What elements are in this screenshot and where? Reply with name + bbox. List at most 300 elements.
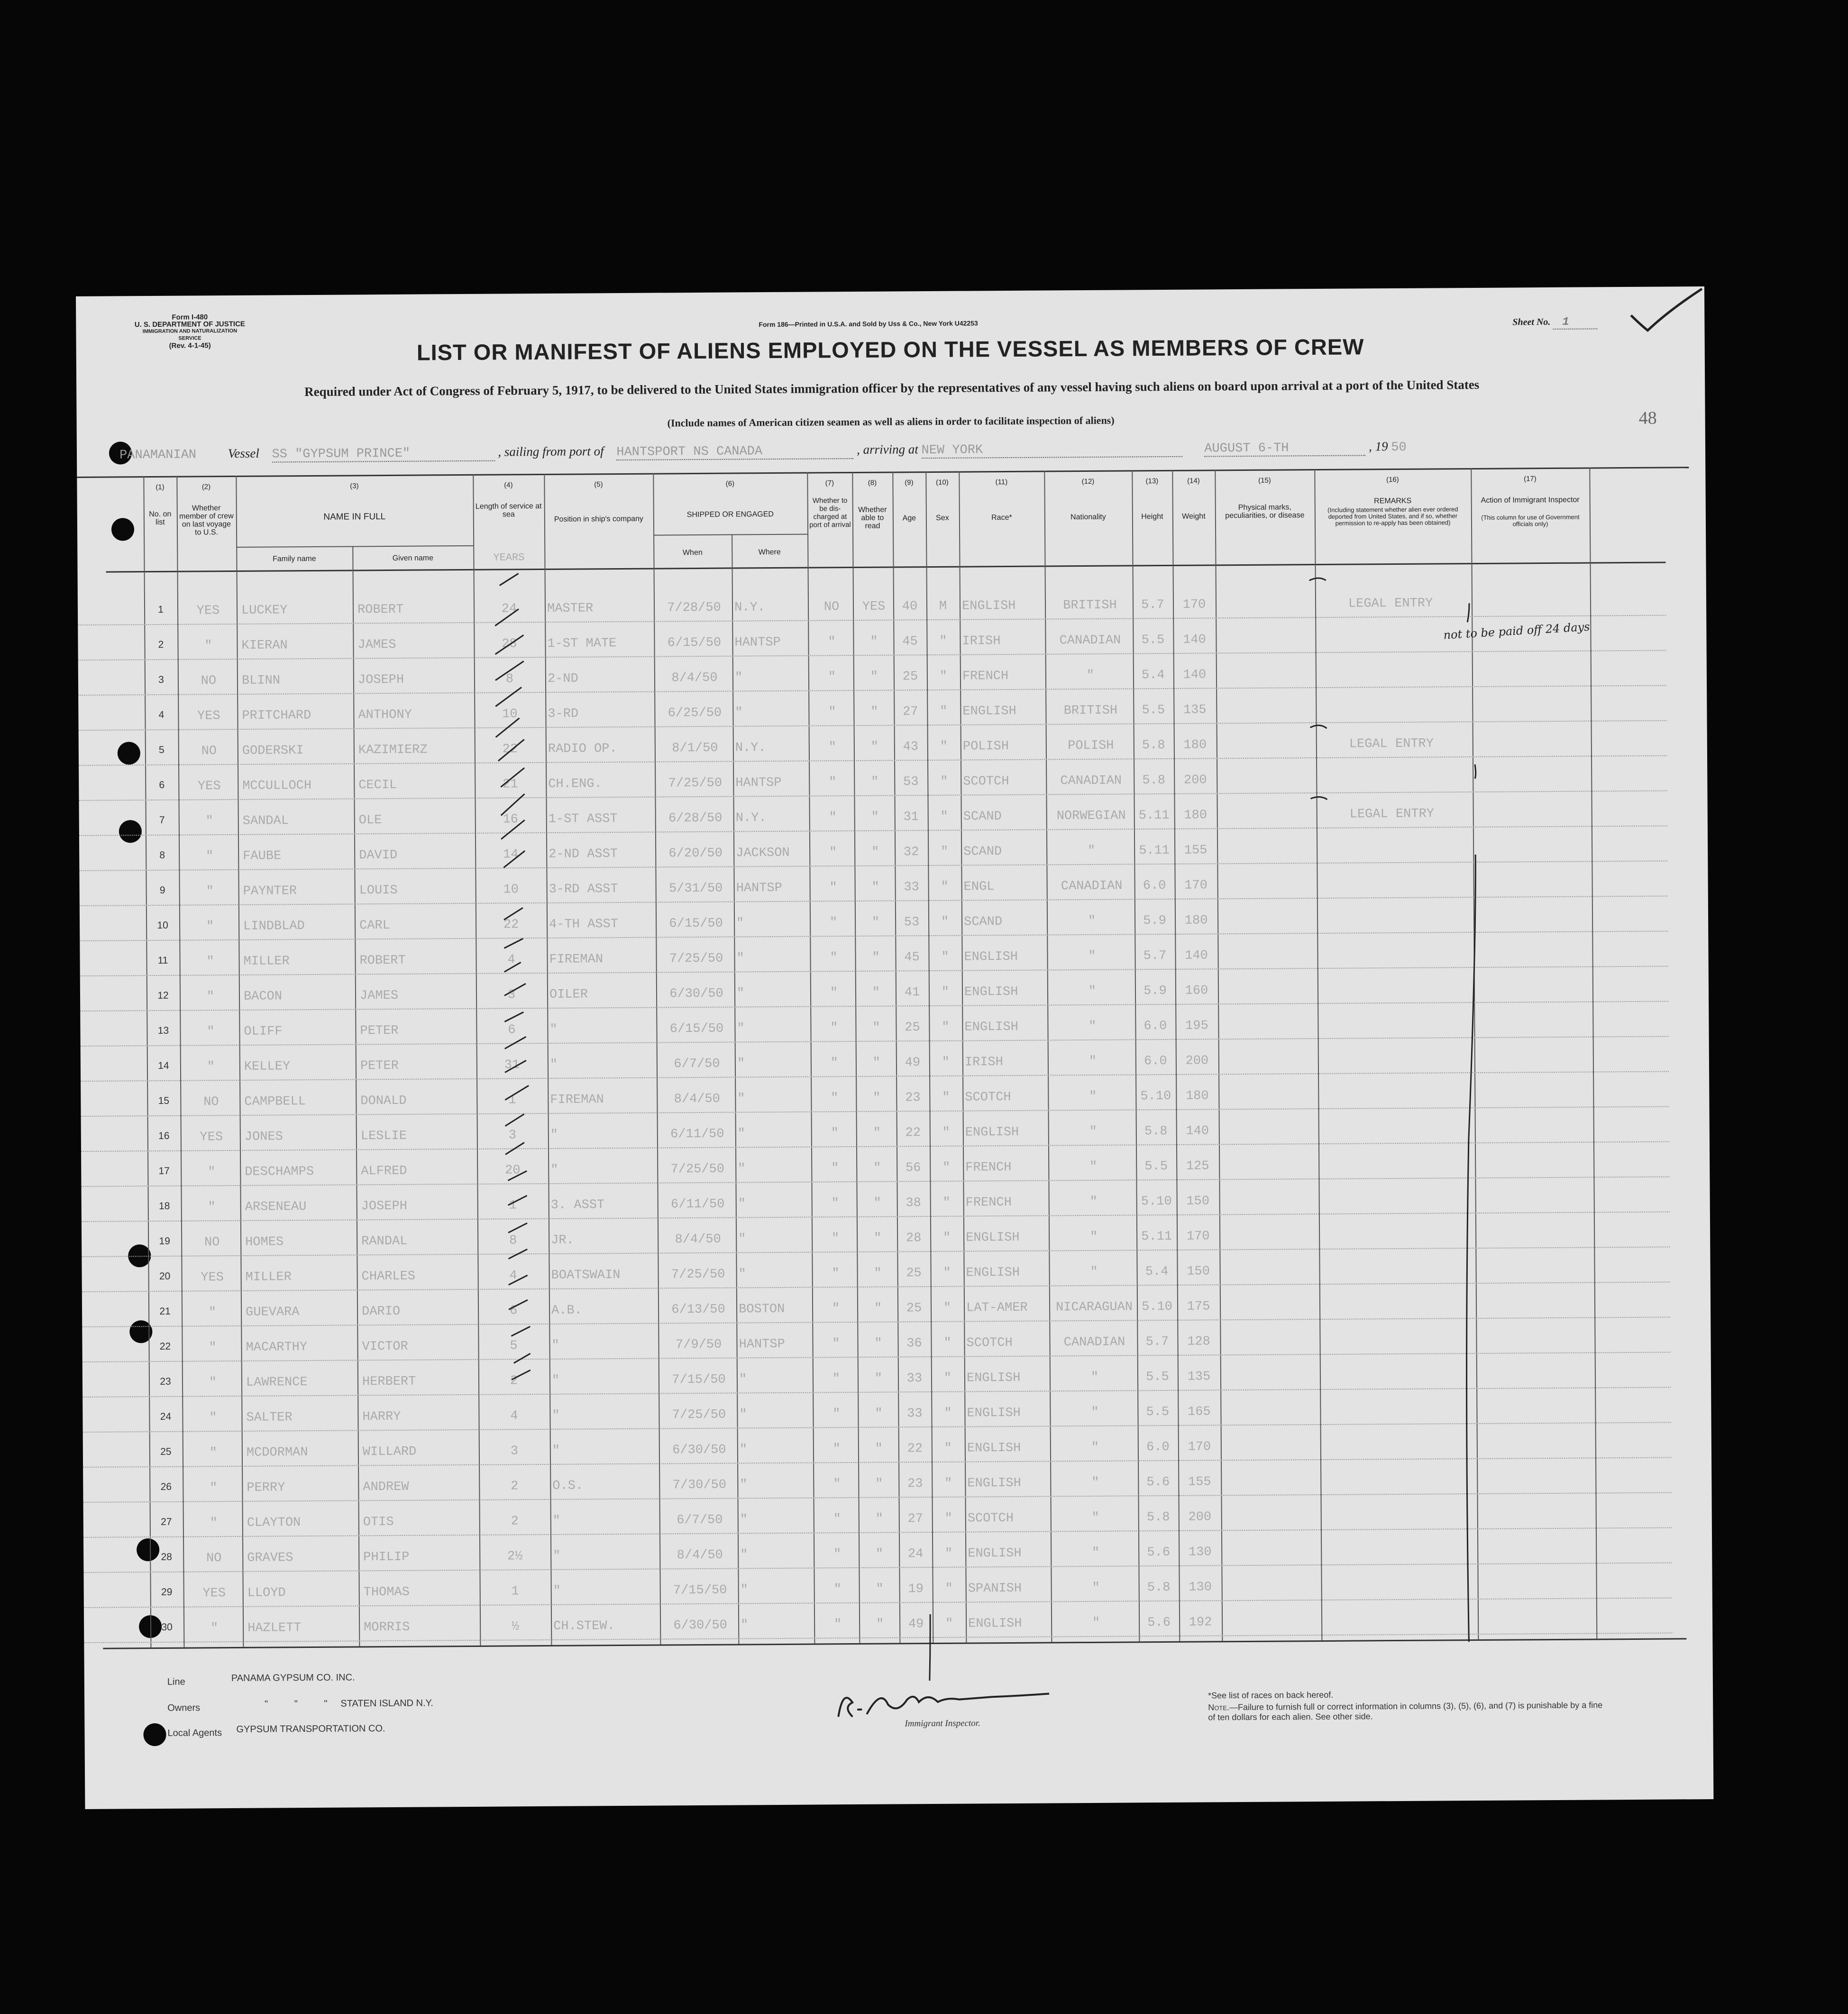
cell-given: ANTHONY xyxy=(358,708,412,723)
cell-nationality: " xyxy=(1088,984,1097,999)
cell-read: " xyxy=(871,915,880,930)
cell-when: 6/11/50 xyxy=(670,1197,725,1212)
arrival-date: AUGUST 6-TH xyxy=(1204,441,1365,457)
cell-position: 3-RD xyxy=(548,707,579,721)
cell-where: " xyxy=(738,1232,746,1247)
cell-when: 6/7/50 xyxy=(677,1513,723,1528)
cell-when: 8/4/50 xyxy=(675,1232,721,1247)
col-nationality: Nationality xyxy=(1070,513,1106,522)
column-numbers: (1) (2) (3) (4) (5) (6) (7) (8) (9) (10) (11) (12) (13) (14) (15) (16) (17) xyxy=(156,475,1537,491)
cell-nationality: " xyxy=(1091,1405,1099,1420)
cell-sex: " xyxy=(944,1511,952,1526)
footer-line-value: PANAMA GYPSUM CO. INC. xyxy=(231,1672,355,1684)
cell-age: 45 xyxy=(904,950,920,965)
cell-race: IRISH xyxy=(962,634,1001,649)
cell-race: LAT-AMER xyxy=(966,1300,1028,1315)
cell-prev: NO xyxy=(204,1235,220,1250)
cell-height: 5.5 xyxy=(1146,1405,1170,1420)
cell-read: " xyxy=(870,635,878,649)
cell-weight: 165 xyxy=(1188,1405,1211,1419)
cell-position: 1-ST ASST xyxy=(548,812,618,827)
cell-height: 5.8 xyxy=(1144,1124,1168,1139)
cell-prev: " xyxy=(206,990,215,1004)
cell-no: 5 xyxy=(158,744,165,755)
cell-read: " xyxy=(873,1231,882,1246)
cell-nationality: CANADIAN xyxy=(1063,1335,1125,1350)
cell-age: 40 xyxy=(902,599,918,614)
cell-discharged: " xyxy=(829,810,837,825)
cell-height: 5.10 xyxy=(1140,1089,1171,1104)
cell-weight: 140 xyxy=(1185,948,1208,963)
cell-years: 6 xyxy=(509,1304,518,1318)
cell-years: 21 xyxy=(503,777,518,792)
cell-where: BOSTON xyxy=(738,1302,785,1317)
cell-given: WILLARD xyxy=(362,1444,417,1460)
cell-nationality: BRITISH xyxy=(1063,703,1118,718)
note-block xyxy=(1208,1700,1611,1722)
cell-read: " xyxy=(876,1617,884,1632)
cell-no: 23 xyxy=(160,1376,171,1387)
col-where: Where xyxy=(758,548,781,557)
footer-agents-label: Local Agents xyxy=(167,1728,222,1738)
cell-prev: YES xyxy=(196,604,220,618)
cell-discharged: " xyxy=(830,1056,839,1071)
cell-family: HOMES xyxy=(245,1235,284,1250)
cell-age: 32 xyxy=(903,845,919,860)
cell-weight: 180 xyxy=(1183,738,1207,753)
cell-nationality: " xyxy=(1088,949,1096,964)
cell-sex: M xyxy=(939,599,947,614)
cell-no: 27 xyxy=(161,1516,172,1527)
cell-no: 26 xyxy=(160,1481,172,1492)
form-id: Form I-480 xyxy=(172,313,208,322)
cell-family: MCDORMAN xyxy=(246,1445,308,1460)
cell-years: 4 xyxy=(510,1409,518,1424)
cell-race: ENGLISH xyxy=(966,1265,1020,1280)
handwritten-ticks xyxy=(76,286,1713,1809)
col-given-name: Given name xyxy=(392,554,434,562)
cell-given: HERBERT xyxy=(362,1374,416,1389)
races-note: *See list of races on back hereof. xyxy=(1208,1690,1334,1701)
cell-years: 2 xyxy=(510,1374,518,1389)
cell-years: 22 xyxy=(502,742,518,757)
cell-read: " xyxy=(873,1196,881,1211)
cell-weight: 150 xyxy=(1187,1264,1210,1279)
cell-where: " xyxy=(740,1548,748,1563)
cell-sex: " xyxy=(942,1020,950,1035)
cell-position: " xyxy=(549,1058,558,1072)
cell-when: 7/25/50 xyxy=(668,776,723,791)
cell-where: " xyxy=(737,1057,745,1071)
form-title: LIST OR MANIFEST OF ALIENS EMPLOYED ON THE VESSEL AS MEMBERS OF CREW xyxy=(416,334,1364,365)
cell-read: " xyxy=(871,775,879,790)
sailing-label: , sailing from port of xyxy=(498,444,604,459)
col-weight: Weight xyxy=(1182,512,1206,521)
cell-race: ENGLISH xyxy=(964,1020,1018,1035)
cell-when: 6/7/50 xyxy=(674,1057,720,1072)
col-age: Age xyxy=(902,514,916,523)
cell-where: " xyxy=(740,1583,748,1598)
from-port: HANTSPORT NS CANADA xyxy=(616,444,853,460)
cell-read: " xyxy=(875,1477,883,1491)
cell-height: 5.8 xyxy=(1142,773,1166,788)
cell-weight: 160 xyxy=(1185,984,1208,998)
cell-family: JONES xyxy=(244,1130,283,1144)
cell-sex: " xyxy=(940,704,948,719)
col-position: Position in ship's company xyxy=(554,515,643,524)
cell-sex: " xyxy=(944,1406,952,1421)
cell-discharged: " xyxy=(830,1021,838,1036)
cell-height: 5.10 xyxy=(1141,1194,1172,1209)
cell-when: 7/25/50 xyxy=(672,1407,726,1423)
form-subtitle: Required under Act of Congress of February 5, 1917, to be delivered to the United States immigration officer by the representatives of any vessel having such aliens on board upon arrival at a port of the United States xyxy=(304,377,1480,399)
cell-prev: NO xyxy=(201,744,217,759)
cell-given: DAVID xyxy=(359,848,398,863)
cell-when: 6/15/50 xyxy=(667,635,722,651)
col-years: YEARS xyxy=(493,552,525,564)
cell-discharged: " xyxy=(833,1477,841,1492)
cell-prev: " xyxy=(205,814,213,829)
cell-where: " xyxy=(734,671,743,685)
cell-years: 20 xyxy=(504,1163,521,1178)
cell-read: " xyxy=(872,985,880,1000)
cell-where: " xyxy=(741,1618,749,1633)
cell-age: 22 xyxy=(905,1126,921,1140)
vessel-label: Vessel xyxy=(228,446,259,461)
cell-where: HANTSP xyxy=(734,635,781,650)
cell-age: 25 xyxy=(906,1301,922,1316)
cell-prev: " xyxy=(209,1341,217,1355)
cell-given: JOSEPH xyxy=(361,1199,408,1214)
cell-race: FRENCH xyxy=(965,1160,1012,1175)
cell-height: 6.0 xyxy=(1146,1440,1170,1455)
cell-where: " xyxy=(740,1513,748,1527)
cell-age: 23 xyxy=(907,1477,923,1491)
cell-sex: " xyxy=(940,739,948,754)
cell-when: 6/11/50 xyxy=(670,1127,724,1142)
cell-height: 5.9 xyxy=(1143,913,1166,929)
cell-discharged: " xyxy=(833,1618,842,1632)
cell-prev: YES xyxy=(200,1130,223,1145)
cell-age: 53 xyxy=(904,915,920,930)
cell-read: " xyxy=(872,1021,880,1035)
cell-race: POLISH xyxy=(962,739,1009,754)
cell-nationality: " xyxy=(1090,1370,1099,1385)
cell-height: 6.0 xyxy=(1143,878,1166,893)
cell-prev: " xyxy=(210,1516,218,1531)
cell-no: 30 xyxy=(161,1621,173,1633)
cell-position: " xyxy=(553,1549,561,1563)
vessel-flag: PANAMANIAN xyxy=(119,448,197,463)
cell-family: MCCULLOCH xyxy=(242,778,312,793)
cell-read: " xyxy=(873,1091,881,1105)
cell-sex: " xyxy=(942,1055,950,1070)
cell-no: 14 xyxy=(158,1060,169,1071)
cell-when: 8/4/50 xyxy=(677,1548,723,1563)
cell-age: 31 xyxy=(903,810,919,825)
cell-nationality: " xyxy=(1089,1159,1098,1174)
cell-read: " xyxy=(873,1161,881,1176)
cell-given: OLE xyxy=(358,813,382,828)
cell-age: 56 xyxy=(905,1161,921,1176)
cell-weight: 125 xyxy=(1186,1159,1209,1174)
note-text: —Failure to furnish full or correct information in columns (3), (5), (6), and (7) is punishable by a fine of ten dollars for each alien. See other side. xyxy=(1208,1700,1603,1722)
cell-discharged: " xyxy=(833,1407,841,1422)
cell-no: 1 xyxy=(158,604,164,615)
cell-read: " xyxy=(871,845,879,860)
cell-sex: " xyxy=(940,809,948,824)
cell-prev: " xyxy=(208,1200,216,1215)
cell-sex: " xyxy=(944,1441,952,1456)
cell-position: 3-RD ASST xyxy=(549,882,618,897)
cell-years: 24 xyxy=(501,602,517,616)
sheet-label: Sheet No. xyxy=(1512,317,1551,328)
cell-nationality: " xyxy=(1089,1054,1097,1069)
cell-nationality: " xyxy=(1092,1545,1100,1560)
cell-race: ENGL xyxy=(963,880,995,894)
cell-discharged: " xyxy=(831,1161,839,1176)
footer-owners-value: " " " STATEN ISLAND N.Y. xyxy=(265,1698,434,1710)
cell-race: IRISH xyxy=(964,1055,1004,1070)
cell-family: KIERAN xyxy=(241,638,288,653)
cell-weight: 200 xyxy=(1185,1054,1209,1068)
cell-discharged: " xyxy=(831,1196,839,1211)
cell-race: ENGLISH xyxy=(965,1125,1019,1140)
cell-prev: YES xyxy=(201,1270,224,1285)
vessel-name: SS "GYPSUM PRINCE" xyxy=(272,446,494,463)
cell-years: 2 xyxy=(511,1479,519,1494)
cell-race: SCOTCH xyxy=(966,1335,1013,1351)
cell-sex: " xyxy=(940,774,948,789)
note-label: Note. xyxy=(1208,1702,1230,1712)
cell-family: GRAVES xyxy=(247,1551,293,1565)
cell-prev: " xyxy=(206,955,214,969)
cell-read: " xyxy=(875,1442,883,1456)
cell-race: ENGLISH xyxy=(967,1476,1021,1491)
cell-height: 5.5 xyxy=(1141,633,1165,648)
cell-family: GUEVARA xyxy=(246,1305,300,1320)
cell-family: MILLER xyxy=(245,1270,292,1285)
col-name-in-full: NAME IN FULL xyxy=(323,512,386,522)
cell-sex: " xyxy=(941,915,949,929)
cell-position: " xyxy=(549,1022,558,1037)
cell-height: 5.8 xyxy=(1147,1580,1171,1595)
cell-where: " xyxy=(739,1443,748,1457)
cell-years: 31 xyxy=(504,1058,520,1073)
cell-remarks: LEGAL ENTRY xyxy=(1349,807,1435,822)
cell-when: 7/15/50 xyxy=(673,1583,727,1598)
cell-age: 53 xyxy=(903,775,919,790)
col-prev-voyage: Whether member of crew on last voyage to U.S. xyxy=(179,504,234,537)
cell-sex: " xyxy=(942,1160,951,1175)
cell-years: ½ xyxy=(511,1619,520,1634)
cell-nationality: " xyxy=(1089,1089,1097,1104)
cell-nationality: NORWEGIAN xyxy=(1056,809,1126,824)
handwritten-remark-row1: not to be paid off 24 days xyxy=(1443,620,1591,642)
cell-discharged: " xyxy=(833,1442,841,1457)
cell-when: 7/25/50 xyxy=(671,1267,725,1282)
cell-age: 25 xyxy=(902,670,918,684)
arrival-port: NEW YORK xyxy=(921,442,1182,459)
cell-prev: YES xyxy=(197,709,220,724)
cell-age: 36 xyxy=(906,1336,922,1351)
cell-read: " xyxy=(872,950,880,965)
cell-nationality: NICARAGUAN xyxy=(1055,1300,1133,1315)
cell-discharged: " xyxy=(830,986,838,1001)
cell-no: 24 xyxy=(160,1411,172,1422)
cell-given: ALFRED xyxy=(361,1164,407,1179)
cell-when: 7/25/50 xyxy=(669,951,723,966)
cell-nationality: " xyxy=(1091,1440,1099,1455)
cell-prev: " xyxy=(207,1060,215,1075)
cell-given: KAZIMIERZ xyxy=(358,743,428,758)
cell-read: " xyxy=(874,1266,882,1281)
cell-position: CH.ENG. xyxy=(548,777,602,791)
cell-given: PETER xyxy=(360,1023,399,1039)
cell-age: 49 xyxy=(908,1617,924,1632)
cell-given: CHARLES xyxy=(361,1269,416,1284)
cell-age: 27 xyxy=(903,705,918,719)
cell-sex: " xyxy=(942,1090,950,1105)
cell-height: 5.6 xyxy=(1147,1615,1171,1630)
cell-position: " xyxy=(550,1128,558,1142)
cell-family: MILLER xyxy=(243,954,290,969)
cell-weight: 175 xyxy=(1187,1299,1210,1314)
cell-years: 4 xyxy=(507,953,515,967)
cell-height: 5.6 xyxy=(1146,1475,1170,1490)
cell-when: 6/30/50 xyxy=(669,986,723,1002)
cell-read: " xyxy=(874,1301,882,1316)
cell-race: ENGLISH xyxy=(968,1546,1022,1561)
cell-discharged: " xyxy=(829,846,837,860)
cell-read: " xyxy=(872,1056,881,1070)
cell-prev: NO xyxy=(206,1551,222,1566)
cell-discharged: " xyxy=(833,1512,841,1527)
cell-no: 9 xyxy=(159,884,165,896)
cell-discharged: " xyxy=(829,775,837,790)
cell-family: LAWRENCE xyxy=(246,1375,308,1390)
cell-no: 3 xyxy=(158,674,164,685)
arriving-label: , arriving at xyxy=(856,442,918,457)
cell-family: BACON xyxy=(243,989,283,1004)
cell-nationality: " xyxy=(1091,1510,1099,1525)
cell-prev: " xyxy=(209,1446,218,1461)
cell-race: ENGLISH xyxy=(967,1441,1021,1456)
cell-discharged: " xyxy=(832,1267,840,1281)
cell-years: 2 xyxy=(511,1514,519,1529)
cell-age: 25 xyxy=(905,1021,920,1035)
cell-prev: " xyxy=(209,1411,217,1425)
cell-weight: 155 xyxy=(1184,843,1208,858)
cell-race: ENGLISH xyxy=(966,1230,1020,1245)
cell-discharged: " xyxy=(830,951,838,966)
cell-family: FAUBE xyxy=(243,849,282,864)
cell-position: " xyxy=(550,1163,558,1177)
cell-age: 38 xyxy=(906,1196,922,1211)
cell-given: ROBERT xyxy=(357,602,404,617)
cell-family: LLOYD xyxy=(247,1586,286,1600)
cell-where: " xyxy=(737,1127,746,1141)
cell-family: PERRY xyxy=(247,1481,285,1495)
cell-remarks: LEGAL ENTRY xyxy=(1348,596,1433,611)
col-discharged: Whether to be dis-charged at port of arrival xyxy=(809,497,851,529)
cell-discharged: " xyxy=(833,1582,842,1597)
col-shipped-engaged: SHIPPED OR ENGAGED xyxy=(686,510,774,519)
cell-nationality: " xyxy=(1087,844,1096,858)
cell-family: DESCHAMPS xyxy=(245,1164,314,1179)
cell-read: " xyxy=(870,705,878,719)
col-inspector-action: Action of Immigrant Inspector xyxy=(1481,496,1580,505)
cell-sex: " xyxy=(943,1336,951,1351)
cell-age: 33 xyxy=(904,880,919,895)
cell-given: DONALD xyxy=(360,1094,407,1109)
cell-where: HANTSP xyxy=(739,1337,785,1352)
cell-sex: " xyxy=(945,1617,953,1631)
cell-given: THOMAS xyxy=(363,1585,410,1600)
cell-weight: 130 xyxy=(1189,1580,1212,1595)
cell-height: 5.8 xyxy=(1146,1510,1170,1525)
cell-discharged: " xyxy=(831,1091,839,1106)
cell-prev: " xyxy=(209,1376,217,1390)
cell-when: 8/4/50 xyxy=(671,671,718,686)
arrival-year: 50 xyxy=(1391,440,1407,455)
cell-nationality: " xyxy=(1089,1019,1097,1034)
cell-given: JAMES xyxy=(359,988,399,1003)
cell-race: ENGLISH xyxy=(961,598,1016,614)
cell-when: 6/15/50 xyxy=(669,1021,724,1037)
col-no-on-list: No. on list xyxy=(149,510,172,526)
cell-family: LINDBLAD xyxy=(243,919,305,934)
cell-prev: NO xyxy=(201,674,217,689)
cell-years: 8 xyxy=(505,672,514,687)
cell-years: 3 xyxy=(507,988,516,1002)
cell-weight: 192 xyxy=(1189,1615,1212,1630)
cell-position: " xyxy=(552,1514,561,1528)
cell-no: 21 xyxy=(159,1306,171,1317)
cell-family: GODERSKI xyxy=(242,744,304,758)
cell-where: " xyxy=(738,1162,746,1177)
cell-weight: 128 xyxy=(1187,1334,1210,1349)
cell-no: 11 xyxy=(157,955,168,966)
cell-discharged: " xyxy=(831,1126,839,1141)
cell-discharged: " xyxy=(832,1337,840,1352)
cell-family: CAMPBELL xyxy=(244,1094,306,1109)
cell-years: 3 xyxy=(510,1444,519,1459)
cell-no: 2 xyxy=(158,639,164,650)
cell-height: 5.7 xyxy=(1141,598,1164,613)
cell-where: " xyxy=(736,986,745,1001)
cell-race: SCAND xyxy=(963,809,1002,824)
cell-height: 5.4 xyxy=(1142,668,1165,683)
cell-height: 5.5 xyxy=(1144,1159,1168,1174)
manifest-sheet xyxy=(76,286,1713,1809)
cell-height: 5.11 xyxy=(1138,808,1170,823)
cell-position: " xyxy=(552,1444,560,1458)
cell-discharged: " xyxy=(828,670,836,685)
col-able-to-read: Whether able to read xyxy=(858,506,887,530)
cell-age: 27 xyxy=(907,1512,924,1527)
cell-position: 4-TH ASST xyxy=(549,917,619,932)
sheet-no: 1 xyxy=(1553,315,1598,330)
inspector-label: Immigrant Inspector. xyxy=(905,1718,980,1729)
cell-race: ENGLISH xyxy=(964,949,1018,965)
cell-years: 2½ xyxy=(507,1549,523,1564)
cell-no: 22 xyxy=(159,1341,171,1352)
cell-weight: 155 xyxy=(1188,1475,1211,1490)
cell-given: OTIS xyxy=(363,1515,394,1530)
cell-when: 7/30/50 xyxy=(672,1478,727,1493)
cell-nationality: " xyxy=(1092,1581,1100,1595)
